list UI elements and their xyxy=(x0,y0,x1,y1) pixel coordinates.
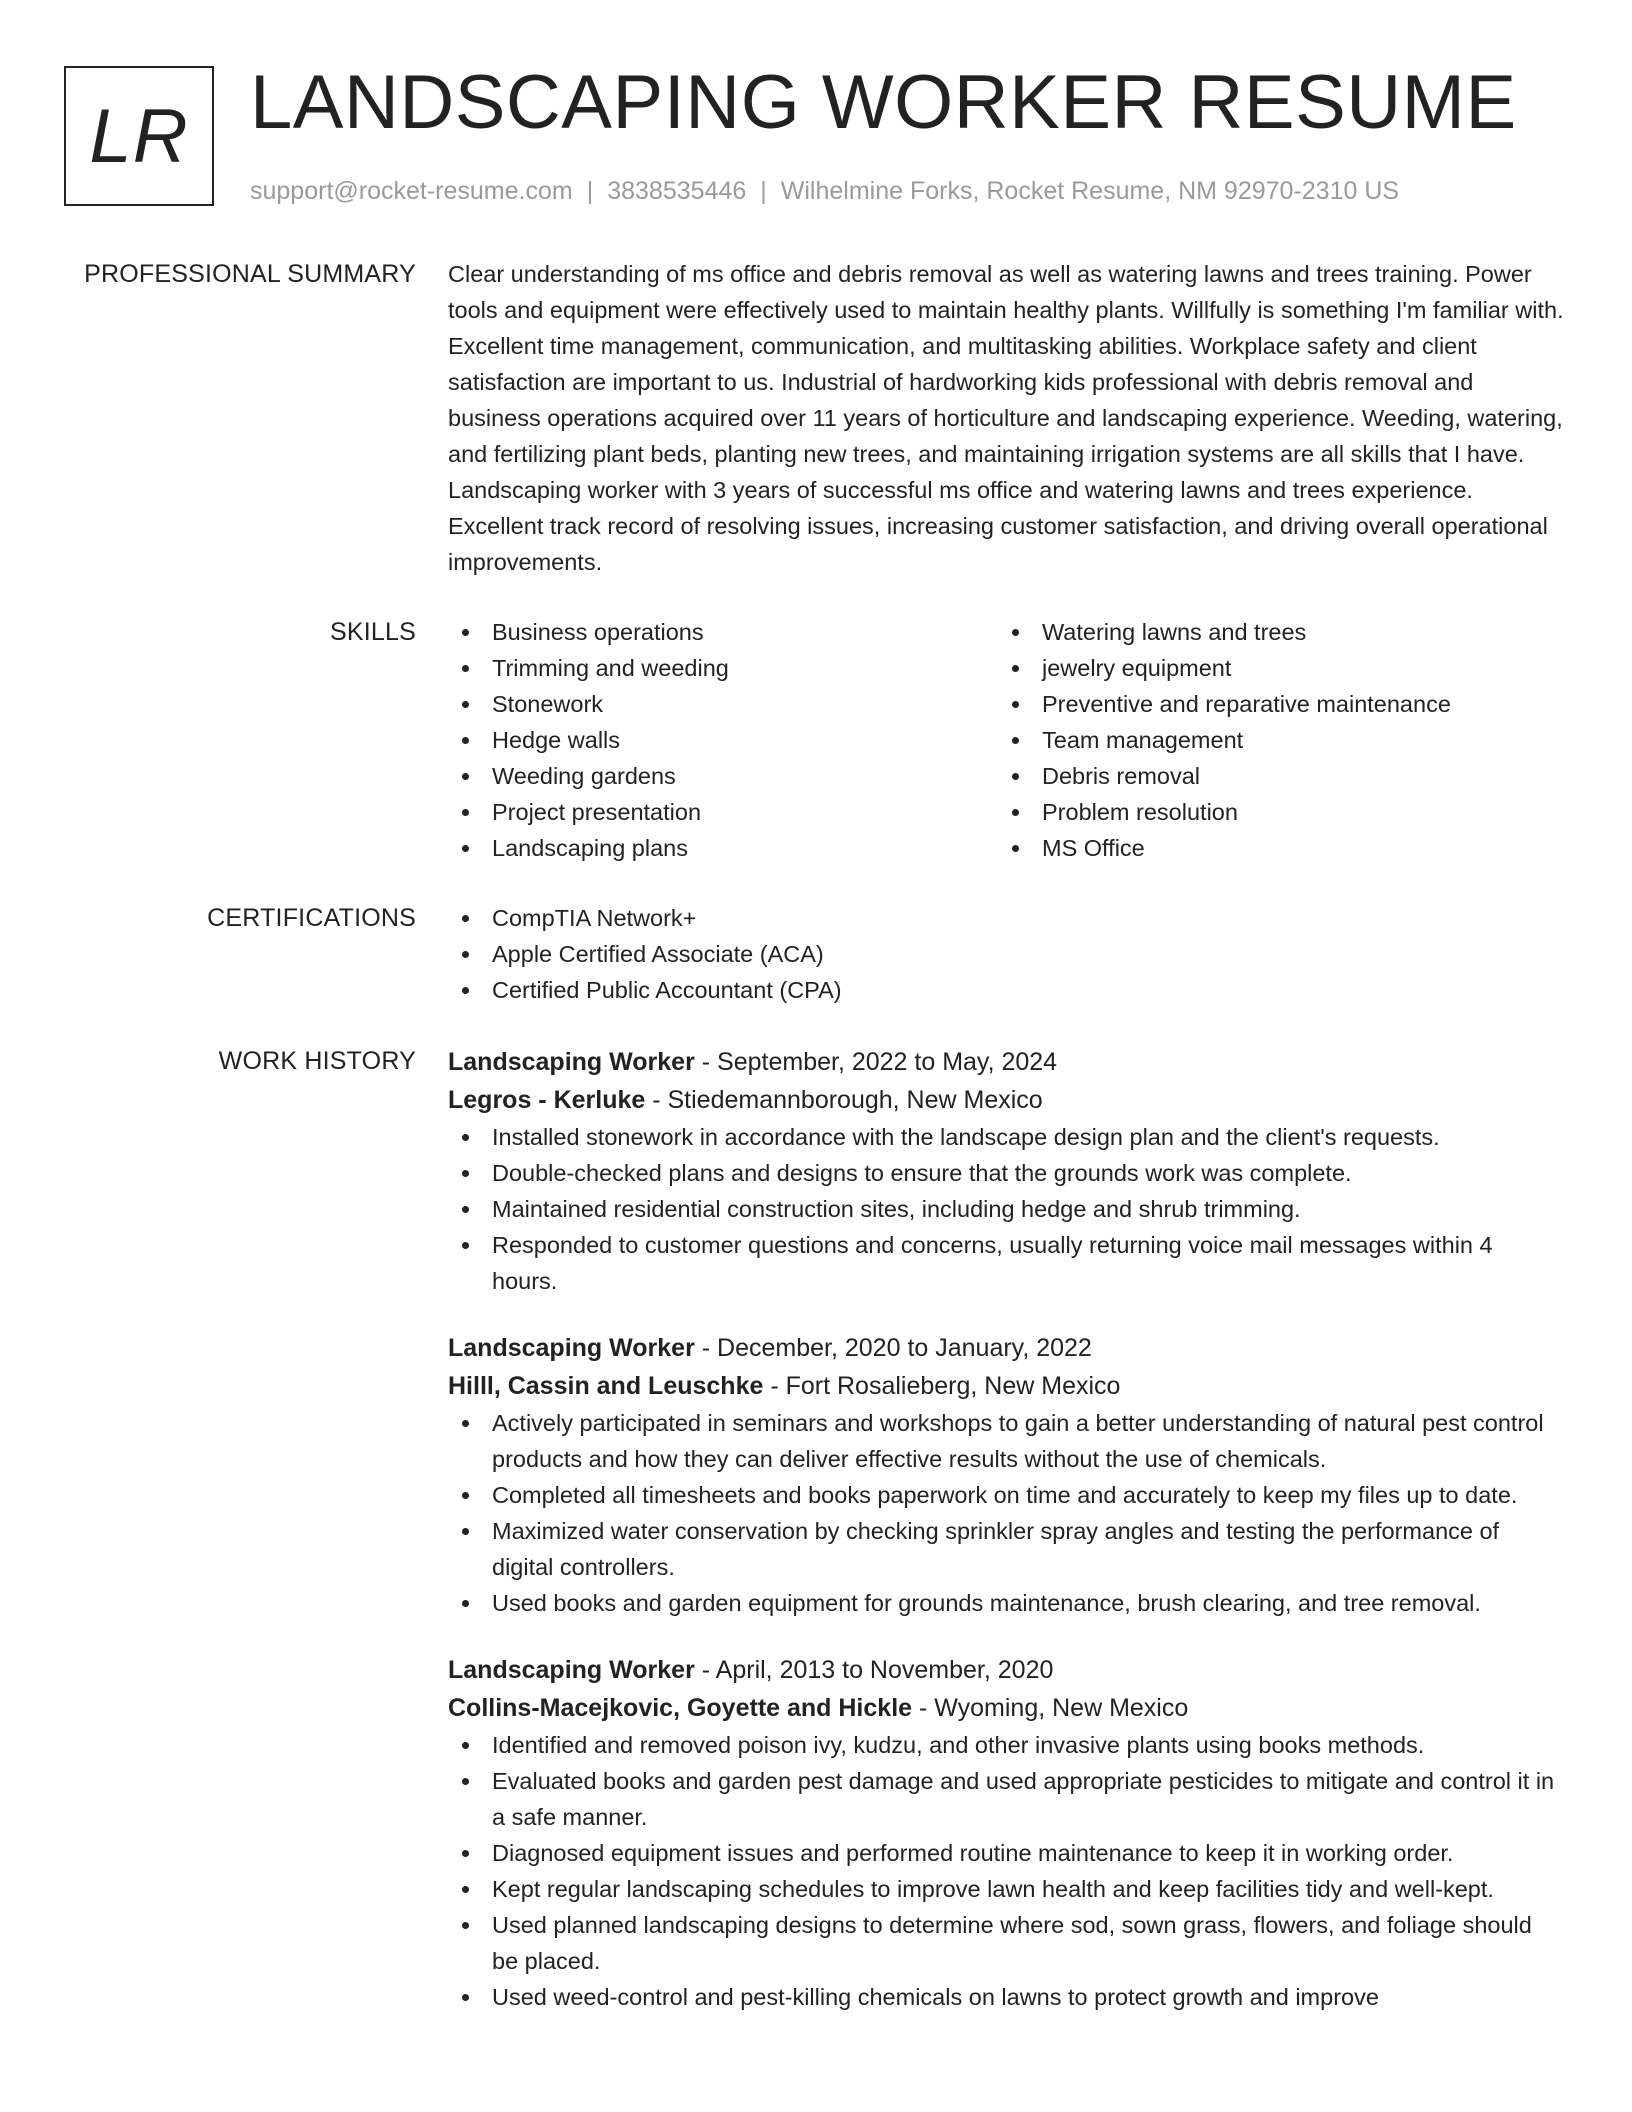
job-location: - Stiedemannborough, New Mexico xyxy=(645,1086,1043,1114)
job-bullet-item: Maintained residential construction sites, including hedge and shrub trimming. xyxy=(448,1191,1564,1227)
job-title: Landscaping Worker xyxy=(448,1334,695,1362)
job-dates: - September, 2022 to May, 2024 xyxy=(694,1048,1058,1076)
job-bullet-list xyxy=(448,1119,1564,1299)
job-bullet-item: Kept regular landscaping schedules to improve lawn health and keep facilities tidy and well-kept. xyxy=(448,1871,1564,1907)
job-bullet-item: Evaluated books and garden pest damage and used appropriate pesticides to mitigate and control it in a safe manner. xyxy=(448,1763,1564,1835)
certification-item: Apple Certified Associate (ACA) xyxy=(448,936,1564,972)
certification-item: Certified Public Accountant (CPA) xyxy=(448,972,1564,1008)
skills-list-left xyxy=(448,614,998,866)
job-entry xyxy=(448,1651,1564,2015)
job-title-line xyxy=(448,1043,1564,1081)
skill-item: Problem resolution xyxy=(998,794,1548,830)
job-company-line xyxy=(448,1081,1564,1119)
monogram-logo: LR xyxy=(64,66,214,206)
summary-heading: PROFESSIONAL SUMMARY xyxy=(84,260,416,288)
skill-item: Project presentation xyxy=(448,794,998,830)
job-title-line xyxy=(448,1329,1564,1367)
job-bullet-item: Used weed-control and pest-killing chemicals on lawns to protect growth and improve xyxy=(448,1979,1564,2015)
skill-item: Hedge walls xyxy=(448,722,998,758)
job-entry xyxy=(448,1329,1564,1621)
certifications-list xyxy=(448,900,1564,1008)
job-bullet-item: Double-checked plans and designs to ensure that the grounds work was complete. xyxy=(448,1155,1564,1191)
skill-item: Team management xyxy=(998,722,1548,758)
contact-email: support@rocket-resume.com xyxy=(250,177,573,205)
job-bullet-item: Identified and removed poison ivy, kudzu, and other invasive plants using books methods. xyxy=(448,1727,1564,1763)
skill-item: Business operations xyxy=(448,614,998,650)
job-bullet-item: Responded to customer questions and concerns, usually returning voice mail messages within 4 hours. xyxy=(448,1227,1564,1299)
contact-separator: | xyxy=(586,177,594,205)
job-company: Collins-Macejkovic, Goyette and Hickle xyxy=(448,1694,913,1722)
skill-item: Debris removal xyxy=(998,758,1548,794)
job-bullet-item: Diagnosed equipment issues and performed routine maintenance to keep it in working order. xyxy=(448,1835,1564,1871)
job-bullet-item: Installed stonework in accordance with the landscape design plan and the client's requests. xyxy=(448,1119,1564,1155)
job-dates: - April, 2013 to November, 2020 xyxy=(694,1656,1054,1684)
skills-list-right xyxy=(998,614,1548,866)
skills-heading: SKILLS xyxy=(330,618,416,646)
job-title: Landscaping Worker xyxy=(448,1048,695,1076)
job-company-line xyxy=(448,1367,1564,1405)
job-bullet-item: Used planned landscaping designs to determine where sod, sown grass, flowers, and foliage should be placed. xyxy=(448,1907,1564,1979)
skill-item: MS Office xyxy=(998,830,1548,866)
job-bullet-item: Maximized water conservation by checking sprinkler spray angles and testing the performance of digital controllers. xyxy=(448,1513,1564,1585)
resume-title: LANDSCAPING WORKER RESUME xyxy=(250,60,1517,145)
summary-text: Clear understanding of ms office and debris removal as well as watering lawns and trees training. Power tools and equipment were effectively used to maintain healthy plants. Willfully is something I'm familiar with. Excellent time management, communication, and multitasking abilities. Workplace safety and client satisfaction are important to us. Industrial of hardworking kids professional with debris removal and business operations acquired over 11 years of horticulture and landscaping experience. Weeding, watering, and fertilizing plant beds, planting new trees, and maintaining irrigation systems are all skills that I have. Landscaping worker with 3 years of successful ms office and watering lawns and trees experience. Excellent track record of resolving issues, increasing customer satisfaction, and driving overall operational improvements. xyxy=(448,261,1564,575)
job-bullet-item: Completed all timesheets and books paperwork on time and accurately to keep my files up to date. xyxy=(448,1477,1564,1513)
skill-item: Preventive and reparative maintenance xyxy=(998,686,1548,722)
job-bullet-list xyxy=(448,1405,1564,1621)
summary-section xyxy=(448,256,1564,580)
job-bullet-item: Used books and garden equipment for grounds maintenance, brush clearing, and tree removal. xyxy=(448,1585,1564,1621)
work-history-heading: WORK HISTORY xyxy=(218,1047,416,1075)
skill-item: Landscaping plans xyxy=(448,830,998,866)
skill-item: Watering lawns and trees xyxy=(998,614,1548,650)
certifications-section xyxy=(448,900,1564,1008)
skill-item: jewelry equipment xyxy=(998,650,1548,686)
certification-item: CompTIA Network+ xyxy=(448,900,1564,936)
job-entry xyxy=(448,1043,1564,1299)
contact-line xyxy=(250,174,1399,208)
skill-item: Trimming and weeding xyxy=(448,650,998,686)
work-history-section xyxy=(448,1043,1564,2045)
job-bullet-item: Actively participated in seminars and workshops to gain a better understanding of natural pest control products and how they can deliver effective results without the use of chemicals. xyxy=(448,1405,1564,1477)
contact-phone: 3838535446 xyxy=(607,177,747,205)
job-company: Hilll, Cassin and Leuschke xyxy=(448,1372,764,1400)
job-bullet-list xyxy=(448,1727,1564,2015)
job-title-line xyxy=(448,1651,1564,1689)
job-dates: - December, 2020 to January, 2022 xyxy=(694,1334,1092,1362)
certifications-heading: CERTIFICATIONS xyxy=(207,904,416,932)
skills-section xyxy=(448,614,1564,866)
job-company-line xyxy=(448,1689,1564,1727)
job-location: - Wyoming, New Mexico xyxy=(912,1694,1189,1722)
skill-item: Weeding gardens xyxy=(448,758,998,794)
skill-item: Stonework xyxy=(448,686,998,722)
contact-address: Wilhelmine Forks, Rocket Resume, NM 92970-2310 US xyxy=(780,177,1400,205)
job-title: Landscaping Worker xyxy=(448,1656,695,1684)
job-company: Legros - Kerluke xyxy=(448,1086,646,1114)
job-location: - Fort Rosalieberg, New Mexico xyxy=(763,1372,1121,1400)
contact-separator: | xyxy=(760,177,767,205)
